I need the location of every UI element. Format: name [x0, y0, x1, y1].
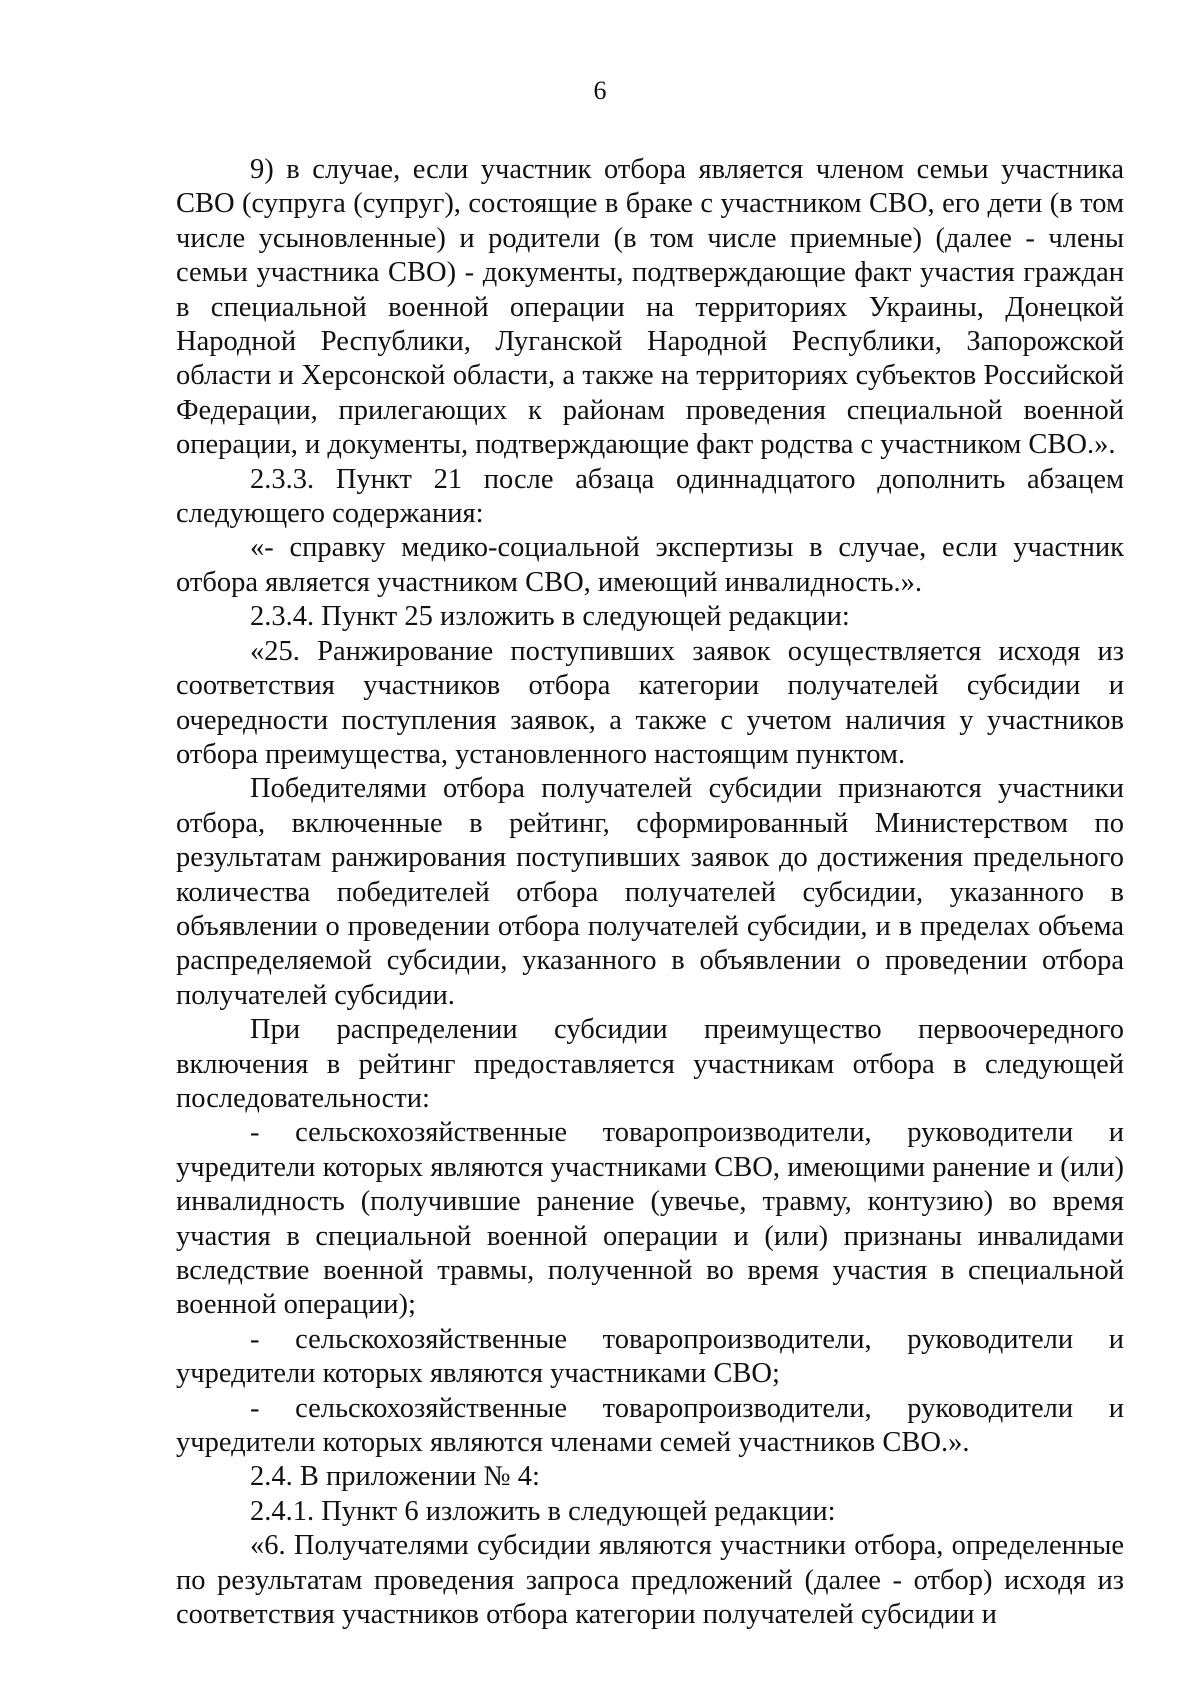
- paragraph-2-4-1: 2.4.1. Пункт 6 изложить в следующей редакции:: [250, 1495, 836, 1527]
- paragraph-priority: При распределении субсидии преимущество первоочередного включения в рейтинг предоставляется участникам отбора в следующей последовательности:: [176, 1014, 1124, 1114]
- paragraph-2-4: 2.4. В приложении № 4:: [250, 1461, 540, 1493]
- list-item-family-members: - сельскохозяйственные товаропроизводители, руководители и учредители которых являются членами семей участников СВО.».: [176, 1392, 1124, 1459]
- paragraph-2-3-4: 2.3.4. Пункт 25 изложить в следующей редакции:: [250, 601, 850, 633]
- paragraph-item-25-ranking: «25. Ранжирование поступивших заявок осуществляется исходя из соответствия участников отбора категории получателей субсидии и очередности поступления заявок, а также с учетом наличия у участников отбора преимущества, установленного настоящим пунктом.: [176, 635, 1124, 770]
- list-item-participants: - сельскохозяйственные товаропроизводители, руководители и учредители которых являются участниками СВО;: [176, 1323, 1124, 1390]
- paragraph-winners: Победителями отбора получателей субсидии признаются участники отбора, включенные в рейтинг, сформированный Министерством по результатам ранжирования поступивших заявок до достижения предельного количества победителей отбора получателей субсидии, указанного в объявлении о проведении отбора получателей субсидии, и в пределах объема распределяемой субсидии, указанного в объявлении о проведении отбора получателей субсидии.: [176, 773, 1124, 1011]
- document-body: [176, 153, 1124, 1632]
- paragraph-item-6-recipients: «6. Получателями субсидии являются участники отбора, определенные по результатам проведения запроса предложений (далее - отбор) исходя из соответствия участников отбора категории получателей субсидии и: [176, 1530, 1124, 1631]
- list-item-wounded-participants: - сельскохозяйственные товаропроизводители, руководители и учредители которых являются участниками СВО, имеющими ранение и (или) инвалидность (получившие ранение (увечье, травму, контузию) во время участия в специальной военной операции и (или) признаны инвалидами вследствие военной травмы, полученной во время участия в специальной военной операции);: [176, 1117, 1124, 1321]
- page-number: 6: [593, 76, 607, 105]
- paragraph-quote-medical-certificate: «- справку медико-социальной экспертизы в случае, если участник отбора является участником СВО, имеющий инвалидность.».: [176, 532, 1124, 598]
- paragraph-2-3-3: 2.3.3. Пункт 21 после абзаца одиннадцатого дополнить абзацем следующего содержания:: [176, 463, 1124, 530]
- paragraph-item-9-family-members: 9) в случае, если участник отбора является членом семьи участника СВО (супруга (супруг), состоящие в браке с участником СВО, его дети (в том числе усыновленные) и родители (в том числе приемные) (далее - члены семьи участника СВО) - документы, подтверждающие факт участия граждан в специальной военной операции на территориях Украины, Донецкой Народной Республики, Луганской Народной Республики, Запорожской области и Херсонской области, а также на территориях субъектов Российской Федерации, прилегающих к районам проведения специальной военной операции, и документы, подтверждающие факт родства с участником СВО.».: [176, 154, 1124, 461]
